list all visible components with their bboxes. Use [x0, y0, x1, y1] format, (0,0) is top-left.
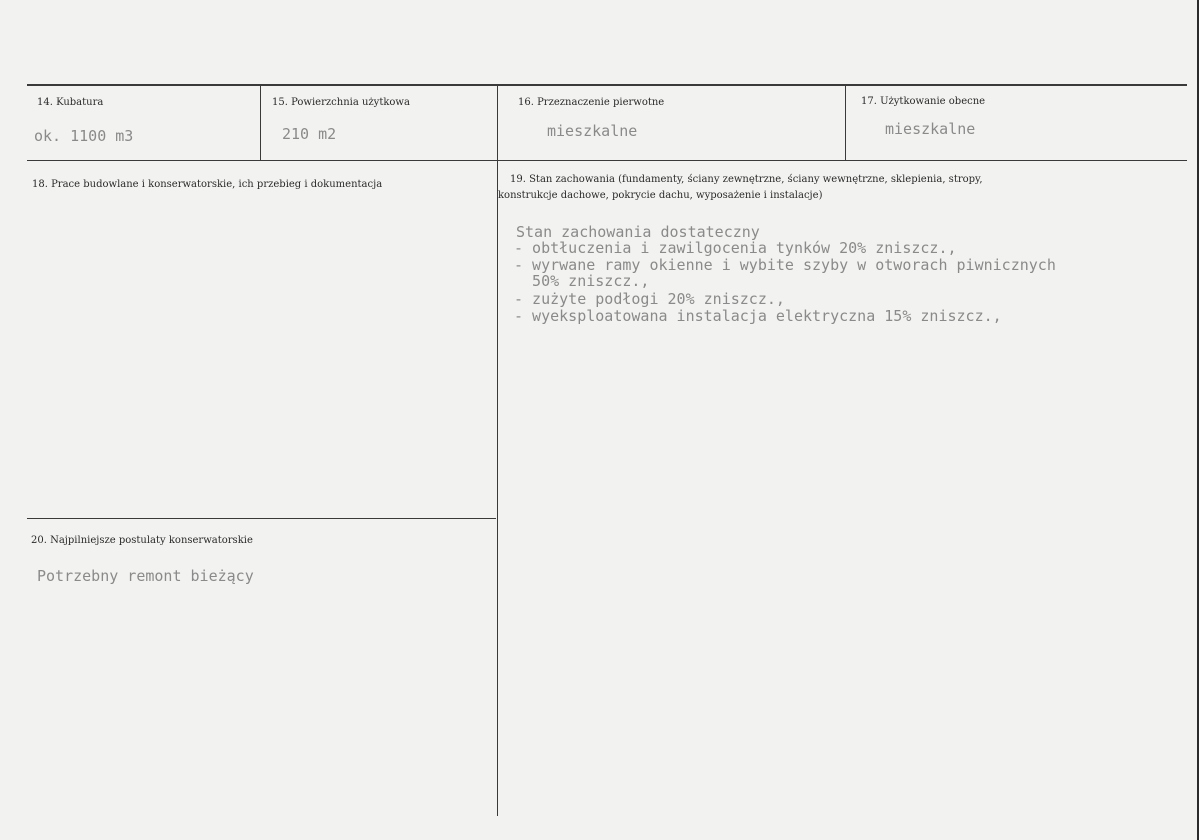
row1-bottom-rule	[27, 160, 1187, 161]
field-19-line-6: - wyeksploatowana instalacja elektryczna 15% zniszcz.,	[514, 307, 1002, 325]
field-14-label: 14. Kubatura	[37, 97, 104, 108]
col-divider-1	[260, 86, 261, 161]
field-19-line-2: - obtłuczenia i zawilgocenia tynków 20% zniszcz.,	[514, 239, 957, 257]
field-19-line-5: - zużyte podłogi 20% zniszcz.,	[514, 290, 785, 308]
field-18-label: 18. Prace budowlane i konserwatorskie, ich przebieg i dokumentacja	[32, 179, 383, 190]
field-14-value: ok. 1100 m3	[34, 127, 134, 145]
field-19-line-4: 50% zniszcz.,	[514, 272, 650, 290]
field-20-label: 20. Najpilniejsze postulaty konserwatorskie	[31, 535, 253, 546]
field-19-label-line2: konstrukcje dachowe, pokrycie dachu, wyposażenie i instalacje)	[498, 190, 823, 201]
field-16-value: mieszkalne	[547, 122, 638, 140]
left-divider-rule	[27, 518, 496, 519]
col-divider-3	[845, 86, 846, 161]
field-19-line-1: Stan zachowania dostateczny	[516, 223, 760, 241]
field-15-label: 15. Powierzchnia użytkowa	[272, 97, 410, 108]
top-rule	[27, 84, 1187, 86]
field-16-label: 16. Przeznaczenie pierwotne	[518, 97, 665, 108]
field-15-value: 210 m2	[282, 125, 337, 143]
field-17-value: mieszkalne	[885, 120, 976, 138]
field-19-label-line1: 19. Stan zachowania (fundamenty, ściany zewnętrzne, ściany wewnętrzne, sklepienia, stropy,	[510, 174, 983, 185]
field-17-label: 17. Użytkowanie obecne	[861, 96, 986, 107]
field-19-line-3: - wyrwane ramy okienne i wybite szyby w otworach piwnicznych	[514, 256, 1056, 274]
field-20-value: Potrzebny remont bieżący	[37, 567, 254, 585]
